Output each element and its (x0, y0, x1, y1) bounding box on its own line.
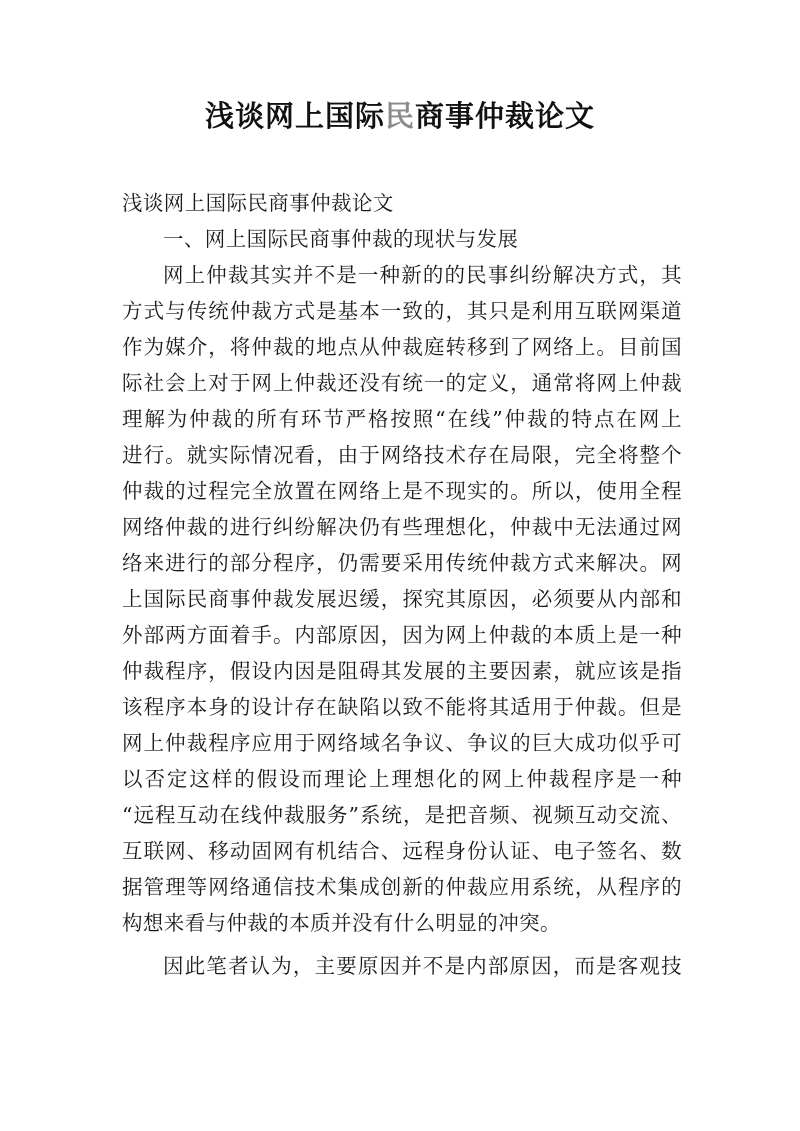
title-highlight-char: 民 (384, 99, 415, 133)
paragraph-1 (122, 257, 682, 941)
paragraph-line: 仲裁的过程完全放置在网络上是不现实的。所以，使用全程 (122, 479, 682, 503)
paragraph-line: 进行。就实际情况看，由于网络技术存在局限，完全将整个 (122, 443, 682, 467)
document-title (0, 96, 800, 136)
paragraph-line: 外部两方面着手。内部原因，因为网上仲裁的本质上是一种 (122, 623, 682, 647)
paragraph-line: 构想来看与仲裁的本质并没有什么明显的冲突。 (122, 911, 561, 935)
section-heading: 一、网上国际民商事仲裁的现状与发展 (163, 227, 519, 251)
paragraph-line: 作为媒介，将仲裁的地点从仲裁庭转移到了网络上。目前国 (122, 335, 682, 359)
subtitle-line: 浅谈网上国际民商事仲裁论文 (122, 191, 394, 215)
paragraph-line: 因此笔者认为，主要原因并不是内部原因，而是客观技 (163, 954, 682, 978)
paragraph-line: 络来进行的部分程序，仍需要采用传统仲裁方式来解决。网 (122, 551, 682, 575)
document-body (122, 185, 682, 984)
paragraph-line: 方式与传统仲裁方式是基本一致的，其只是利用互联网渠道 (122, 299, 682, 323)
paragraph-line: 据管理等网络通信技术集成创新的仲裁应用系统，从程序的 (122, 875, 682, 899)
paragraph-2 (122, 948, 682, 984)
paragraph-line: 以否定这样的假设而理论上理想化的网上仲裁程序是一种 (122, 767, 682, 791)
paragraph-line: 际社会上对于网上仲裁还没有统一的定义，通常将网上仲裁 (122, 371, 682, 395)
title-part-2: 商事仲裁论文 (415, 99, 596, 133)
paragraph-line: 该程序本身的设计存在缺陷以致不能将其适用于仲裁。但是 (122, 695, 682, 719)
paragraph-line: 仲裁程序，假设内因是阻碍其发展的主要因素，就应该是指 (122, 659, 682, 683)
paragraph-line: 网络仲裁的进行纠纷解决仍有些理想化，仲裁中无法通过网 (122, 515, 682, 539)
paragraph-gap (122, 941, 682, 948)
title-part-1: 浅谈网上国际 (204, 99, 385, 133)
paragraph-line: 上国际民商事仲裁发展迟缓，探究其原因，必须要从内部和 (122, 587, 682, 611)
paragraph-line: 网上仲裁程序应用于网络域名争议、争议的巨大成功似乎可 (122, 731, 682, 755)
paragraph-line: “远程互动在线仲裁服务”系统，是把音频、视频互动交流、 (122, 803, 682, 827)
paragraph-line: 网上仲裁其实并不是一种新的的民事纠纷解决方式，其 (163, 263, 682, 287)
paragraph-line: 理解为仲裁的所有环节严格按照“在线”仲裁的特点在网上 (122, 407, 682, 431)
paragraph-line: 互联网、移动固网有机结合、远程身份认证、电子签名、数 (122, 839, 682, 863)
